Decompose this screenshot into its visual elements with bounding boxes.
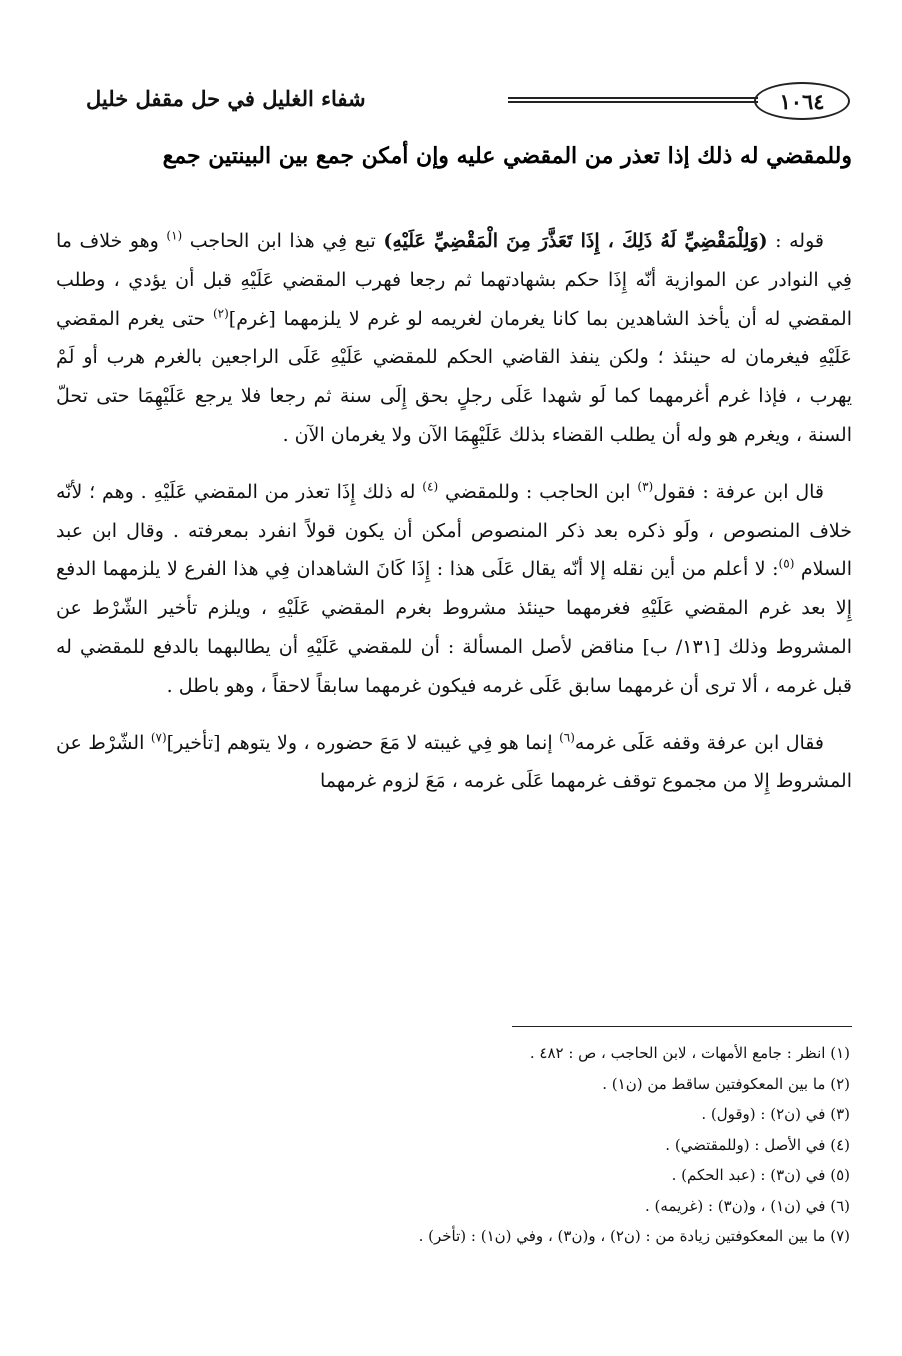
page-number: ١٠٦٤ [754, 82, 850, 120]
footnote-separator [512, 1026, 852, 1027]
commentary-text: له ذلك إِذَا تعذر من المقضي عَلَيْهِ . وهم ؛ لأنّه خلاف المنصوص ، ولَو ذكره بعد ذكر المنصوص أمكن أن يكون قولاً انفرد بمعرفته . وقال ابن عبد السلام [56, 480, 852, 581]
footnote-ref[interactable]: (٢) [212, 306, 229, 321]
commentary-text: تبع فِي هذا ابن الحاجب [189, 230, 376, 252]
footnote-item: (٧) ما بين المعكوفتين زيادة من : (ن٢) ، و(ن٣) ، وفي (ن١) : (تأخر) . [418, 1227, 850, 1245]
footnote-ref[interactable]: (٧) [150, 730, 167, 745]
commentary-paragraph [56, 724, 852, 802]
running-header [86, 80, 850, 120]
commentary-text: حتى يغرم المقضي عَلَيْهِ فيغرمان له حينئذ ؛ ولكن ينفذ القاضي الحكم للمقضي عَلَيْهِ عَلَى الراجعين بالغرم هرب أو لَمْ يهرب ، فإذا غرم أغرمهما كما لَو شهدا عَلَى رجلٍ بحق إِلَى سنة ثم رجعا فلا يرجع عَلَيْهِمَا حتى تحلّ السنة ، ويغرم هو وله أن يطلب القضاء بذلك عَلَيْهِمَا الآن ولا يغرمان الآن . [56, 307, 852, 446]
footnote-item: (٦) في (ن١) ، و(ن٣) : (غريمه) . [644, 1196, 850, 1215]
commentary-text: ابن الحاجب : وللمقضي [444, 480, 631, 503]
footnote-ref[interactable]: (٤) [422, 479, 439, 494]
commentary-text: الشّرْط عن المشروط إِلا من مجموع توقف غرمهما عَلَى غرمه ، مَعَ لزوم غرمهما [56, 731, 852, 793]
footnote-ref[interactable]: (٦) [559, 730, 575, 745]
footnote-ref[interactable]: (٥) [778, 557, 795, 572]
commentary-text: قوله : [775, 230, 824, 252]
commentary-text: : لا أعلم من أين نقله إلا أنّه يقال عَلَى هذا : إِذَا كَانَ الشاهدان فِي هذا الفرع لا يلزمهما الدفع إِلا بعد غرم المقضي عَلَيْهِ فغرمهما حينئذ مشروط بغرم المقضي عَلَيْهِ ، ويلزم تأخير الشّرْط عن المشروط وذلك [١٣١/ ب] مناقض لأصل المسألة : أن للمقضي عَلَيْهِ أن يطالبهما بالدفع للمقضي له قبل غرمه ، ألا ترى أن غرمهما سابق عَلَى غرمه فيكون غرمهما سابقاً لاحقاً ، وهو باطل . [56, 558, 852, 697]
footnote-item: (٥) في (ن٣) : (عبد الحكم) . [671, 1166, 850, 1184]
commentary-text: قال ابن عرفة : فقول [653, 480, 824, 503]
commentary-text: إنما هو فِي غيبته لا مَعَ حضوره ، ولا يتوهم [تأخير] [166, 731, 553, 754]
footnote-ref[interactable]: (٣) [637, 479, 654, 494]
footnotes-list [60, 1038, 850, 1252]
footnote-item: (١) انظر : جامع الأمهات ، لابن الحاجب ، ص : ٤٨٢ . [529, 1044, 850, 1062]
footnote-item: (٣) في (ن٢) : (وقول) . [701, 1105, 850, 1123]
footnote-item: (٤) في الأصل : (وللمقتضي) . [665, 1135, 850, 1154]
footnote-ref[interactable]: (١) [166, 228, 183, 243]
commentary-text: فقال ابن عرفة وقفه عَلَى غرمه [574, 731, 824, 754]
header-rule [508, 97, 758, 103]
commentary-text: وهو خلاف ما فِي النوادر عن الموازية أنّه إِذَا حكم بشهادتهما ثم رجعا فهرب المقضي عَلَيْهِ قبل أن يؤدي ، وطلب المقضي له أن يأخذ الشاهدين بما كانا يغرمان لغريمه لو غرم لا يلزمهما [غرم] [56, 230, 852, 330]
commentary-body [56, 222, 852, 819]
footnote-item: (٢) ما بين المعكوفتين ساقط من (ن١) . [602, 1074, 850, 1093]
matn-text: وللمقضي له ذلك إذا تعذر من المقضي عليه وإن أمكن جمع بين البينتين جمع [162, 143, 852, 169]
matn-quote: (وَلِلْمَقْضِيِّ لَهُ ذَلِكَ ، إِذَا تَعَذَّرَ مِنَ الْمَقْضِيِّ عَلَيْهِ) [383, 230, 768, 252]
book-title: شفاء الغليل في حل مقفل خليل [86, 86, 366, 111]
commentary-paragraph [56, 222, 852, 455]
commentary-paragraph [56, 473, 852, 706]
